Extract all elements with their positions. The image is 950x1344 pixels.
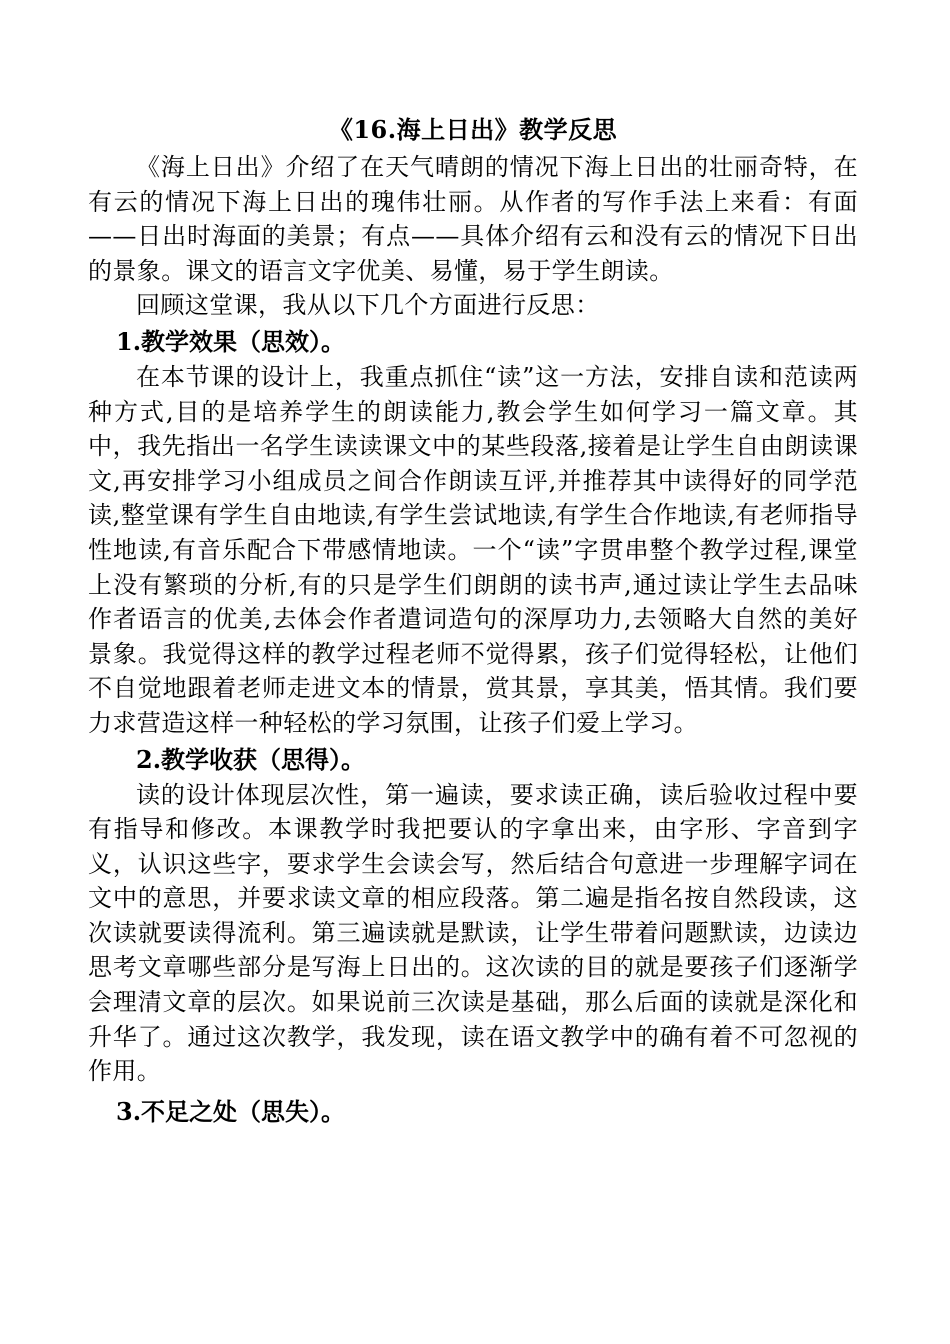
review-paragraph: 回顾这堂课，我从以下几个方面进行反思：: [136, 291, 600, 320]
document-content: [88, 112, 858, 1130]
section-body-effect: 在本节课的设计上，我重点抓住“读”这一方法，安排自读和范读两种方式,目的是培养学生的朗读能力,教会学生如何学习一篇文章。其中，我先指出一名学生读读课文中的某些段落,接着是让学生自由朗读课文,再安排学习小组成员之间合作朗读互评,并推荐其中读得好的同学范读,整堂课有学生自由地读,有学生尝试地读,有学生合作地读,有老师指导性地读,有音乐配合下带感情地读。一个“读”字贯串整个教学过程,课堂上没有繁琐的分析,有的只是学生们朗朗的读书声,通过读让学生去品味作者语言的优美,去体会作者遣词造句的深厚功力,去领略大自然的美好景象。我觉得这样的教学过程老师不觉得累，孩子们觉得轻松，让他们不自觉地跟着老师走进文本的情景，赏其景，享其美，悟其情。我们要力求营造这样一种轻松的学习氛围，让孩子们爱上学习。: [88, 362, 858, 737]
document-title: 《16.海上日出》教学反思: [328, 115, 618, 144]
section-heading-effect: 1.教学效果（思效）。: [116, 326, 346, 356]
section-heading-shortcomings: 3.不足之处（思失）。: [116, 1096, 346, 1126]
section-heading-gains: 2.教学收获（思得）。: [136, 744, 366, 774]
intro-paragraph: 《海上日出》介绍了在天气晴朗的情况下海上日出的壮丽奇特，在有云的情况下海上日出的瑰伟壮丽。从作者的写作手法上来看：有面——日出时海面的美景；有点——具体介绍有云和没有云的情况下日出的景象。课文的语言文字优美、易懂，易于学生朗读。: [88, 153, 858, 285]
section-body-gains: 读的设计体现层次性，第一遍读，要求读正确，读后验收过程中要有指导和修改。本课教学时我把要认的字拿出来，由字形、字音到字义，认识这些字，要求学生会读会写，然后结合句意进一步理解字词在文中的意思，并要求读文章的相应段落。第二遍是指名按自然段读，这次读就要读得流利。第三遍读就是默读，让学生带着问题默读，边读边思考文章哪些部分是写海上日出的。这次读的目的就是要孩子们逐渐学会理清文章的层次。如果说前三次读是基础，那么后面的读就是深化和升华了。通过这次教学，我发现，读在语文教学中的确有着不可忽视的作用。: [88, 780, 858, 1086]
